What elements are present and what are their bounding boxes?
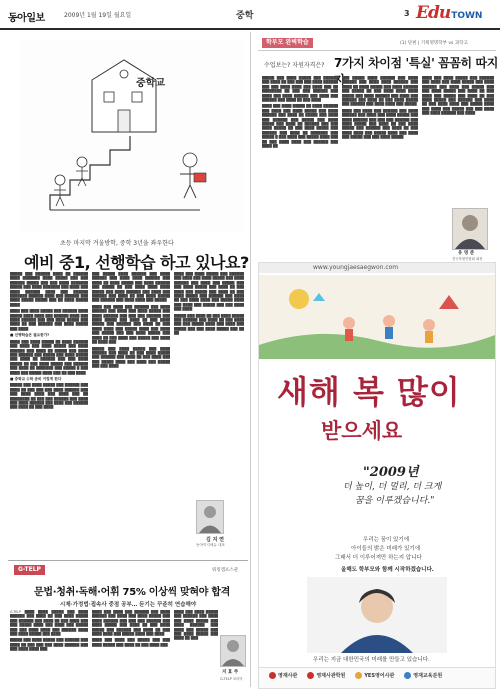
greeting-footer-line: 우리는 지금 대한민국의 미래를 만들고 있습니다. xyxy=(313,657,430,663)
right-intro-label: 수업보는? 자원자격은? xyxy=(264,62,325,69)
right-author-name: 유 영 준 xyxy=(458,251,475,256)
gtelp-tag-right: 워킹캠프스쿨 xyxy=(212,568,239,573)
gtelp-body-col-2: ████ ███ ████ ███ ██████ ███ ████ ██████ ███ ████ ███ ████ █████ ███ ████ ██████ ███ ███ ███ ██████ ███ ████ █████ ███ ████ ██ ███ ████ █████ ███ ██████ ███ ████ ██ ███ ████ ████ ███ █████ ████ ███ ████ ████ ███ ████ ███ █████ ███ ███ ████ █████ ███ ████ ██ ███ ████ ███ xyxy=(92,610,170,647)
sponsor-3-icon xyxy=(355,672,362,679)
gtelp-body-col-3: ████ ███ ████ █████ ███ ██████ ███ ████ ███ ████ █████ ███ ████ ██████ ███ ████ ███ █████ ███ ███ ████ █████ ███ ████ ██ ███ xyxy=(174,610,218,641)
sponsor-4 xyxy=(404,672,442,679)
left-bottom-top-rule xyxy=(8,560,248,561)
left-body-col-2: ███ █████ ████ ██████ ███ ████ ██████ ███ ████ ████ ██████ ███ ████ ██ ████ █████ ███ ████ ██████ ███ █████ ██ ███ ████ ████ ████ █████ ███ ████ ██████ ███ ████ ███ ██████ ███ ████ ██ ███ ████ █████ ███ ██████ ███ ████ ████ ███ █████ ████ ███ ████ ███ ██████ ███ ████ ██████ ███ ████ ███ ████ █████ ███ ████ ██████ ███ ███ ███ ██████ ███ ████ █████ ███ ████ ██ ███ ████ █████ ███ ██████ ███ ████ ██ ███ ████ ████ ███ █████ ████ ███ ████ ███ █████ ███ ███ ████ █████ ███ ████ ██ ███ ████ ███ █████ ███ ████ ██ ████ ███ █████ ███ ████ █████ ███ ████ ██████ ███ ████ ██ ███ ████ █████ ███ ██████ ███ ████ ██ ███ ████ ███ ███ █████ ████ ███ ████ ███ █████ ███ ███ ████ xyxy=(92,272,170,369)
greeting-sub3: 그래서 더 이루어져만 하는지 압니다 xyxy=(335,555,422,561)
left-author-name: 김 지 연 xyxy=(206,537,224,543)
right-feature-headline: 7가지 차이점 '특실' 꼼꼼히 따지자 xyxy=(334,56,498,87)
section-title: 중학 xyxy=(236,11,254,21)
feature-illustration xyxy=(20,40,244,232)
gtelp-author-name: 지 효 주 xyxy=(222,670,239,675)
ad-website: www.youngjaesaegwon.com xyxy=(313,264,399,271)
masthead xyxy=(0,0,500,30)
right-body-col-2: ███ █████ ████ ██████ ███ ████ ██████ ███ ████ ████ ██████ ███ ████ ██ ████ █████ ███ ████ ██████ ███ █████ ██ ███ ████ ████ ████ █████ ███ ████ ██████ ███ ████ ███ ██████ ███ ████ ██ ███ ████ █████ ███ ██████ ███ ████ ████ ███ █████ ████ ███ ████ ███ ██████ ███ ████ ██████ ███ ████ ███ ████ █████ ███ ████ ██████ ███ ███ ███ ██████ ███ ████ █████ ███ ████ ██ ███ ████ █████ ███ ██████ ███ ████ ██ ███ ████ ████ ███ █████ ████ ███ ████ ███ █████ ███ ███ ████ █████ xyxy=(342,76,418,140)
left-author-photo xyxy=(196,500,224,534)
school-illustration xyxy=(20,40,244,232)
greeting-msg1: 더 높이, 더 멀리, 더 크게 xyxy=(343,482,442,492)
right-feature-rule xyxy=(258,50,496,51)
sponsor-4-icon xyxy=(404,672,411,679)
right-feature-tag: 학부모 완벽학습 xyxy=(262,38,313,48)
sponsor-1-label: 영재사관 xyxy=(278,673,298,679)
newspaper-logo: 동아일보 xyxy=(8,13,45,24)
greeting-ad xyxy=(258,262,496,689)
sponsor-3 xyxy=(355,672,394,679)
masthead-rule xyxy=(0,28,500,30)
left-author-title: 동아이지에듀 대표 xyxy=(196,543,225,547)
page-number: 3 xyxy=(404,9,410,18)
greeting-year: "2009년 xyxy=(363,465,419,480)
sponsor-list xyxy=(269,672,442,679)
greeting-line1: 새해 복 많이 xyxy=(277,373,461,411)
sponsor-1 xyxy=(269,672,297,679)
subhead-prestudy: ■ 선행학습은 필요한가? xyxy=(10,333,50,338)
gtelp-author-photo xyxy=(220,635,246,667)
sponsor-4-label: 영재교육분원 xyxy=(413,673,443,679)
gtelp-author-photo-icon xyxy=(221,636,245,666)
gtelp-subhead: 시제·가정법·접속사 중점 공부… 듣기는 꾸준히 연습해야 xyxy=(60,602,197,608)
sponsor-2 xyxy=(307,672,345,679)
right-feature-tag-right: (1) 단편 | 기획명명학부 vs 과학고 xyxy=(400,41,468,46)
children-drawing-art xyxy=(259,275,495,359)
right-body-col-1: █████ ███ ████ █████ ███ ██████ ███ ████ ██ ███ ███ ███ ████ ██████ ███ ███ ████ ████ ███ ████ ███ ██ ████████ ██ ███ ███ ██████ ███ ████ ███ ████ ██████ ███ ████ ███ ██████ ███ ████ ██ ███ ████ ████ ███ ████ █████ ██ ████ ██████ ███ ████ ███ ████ █████ ███ ████ ██████ ███ ████ ██ █████ ███ ████ ███ ██████ ███ █████ ███ ████ █████ ███ ████ ██ ██████ ███ ███ ████ █████ ██ ███ ████ █████ ███ ██████ ███ ████ ██ ███████ ███ █████ █ ███ ████ ███ █████ ████ ███ ██ ███ ████ ████ ███ ██████ ███ ████ ██ xyxy=(262,76,338,149)
left-body-col-1: █████ ███ ██████ ████ ██ ██████ ████ ███████ ████ █████ ███ ███ ██████ █████ ███ ███ ████ ███████ █████ ███ ████ ███████ ███ ████ ███ ████ ██████ ████ ███ ██████ ███████ ██████ ████ ███ ██████ ███ ████ █████ █████ ███ ██ ████ █████ ████ ████ ███ ████ █████ ███ ██████ ████ █████ ████ ████ ███ ██████ ████ ███ ████ ██████ ███ ███ ████ █████ ███ ████ ██ ███ ██████ ███ ████ █████ ███ ████ ■ 선행학습은 필요한가? ████ ███ ████ █████ ██ ████ ██████ ███ ████ ███ ████ █████ ███ ████ ██████ ███ ████ ██ █████ ███ ████ ███ ██████ ███ █████ ███ ████ █████ ███ ████ ██ ██████ ███ ███ ████ █████ ██ ███ ████ █████ ███ ██████ ███ ████ ██ ███████ ███ █████ █ ███ ████ ███ █████ ████ ███ ██ ███ ████ ■ 중학교 수학 준비 이렇게 한다 █████ ███ ████ █████ ███ ██████ ███ ████ ██ ███ ███ ███ ████ ██████ ███ ███ ████ ████ ███ ████ ███ ██ ████████ ██ ███ ███ ██████ ███ ████ ███ ████ ██████ ███ ████ ███ ██████ ███ ████ ██ ███ ████ xyxy=(10,272,88,410)
gtelp-author-title: G-TELP 코리아 xyxy=(220,677,243,681)
right-author-photo-icon xyxy=(453,209,487,249)
sponsor-2-label: 영재사관학원 xyxy=(316,673,346,679)
right-body-col-3: ████ ███ ████ █████ ███ ██████ ███ ████ ███ ████ █████ ███ ████ ██████ ███ ████ ███ █████ ███ ███ ████ █████ ███ ████ ██ ███ ████ ███ █████ ███ ████ ██ ███ ████ █████ ███ ██████ ███ ████ ██ ███ ████ ████ ███ █████ ████ ███ ████ ███ █████ ███ ███ ████ ███ ████ ██████ ███ ████ xyxy=(422,76,494,116)
sponsor-bar xyxy=(259,667,495,688)
left-body-col-3: ████ ███ ████ █████ ███ ██████ ███ ████ ███ ████ █████ ███ ████ ██████ ███ ████ ███ █████ ███ ███ ████ █████ ███ ████ ██ ███ ████ ███ █████ ███ ████ ██ ███ ████ █████ ███ ██████ ███ ████ ██ ███ ████ ████ ███ █████ ████ ███ ████ ███ █████ ███ ███ ████ ███ ████ █████ ███ ████ ██ ███ ████ █████ ███ ██████ ███ ████ ██ ███ ████ ███ ███ █████ ████ ███ ████ ███ █████ ███ ███ ████ █████ ███ ██ ██ xyxy=(174,272,244,336)
greeting-sub2: 아이들의 밝은 미래가 있기에 xyxy=(351,546,421,552)
brand-edu: Edu xyxy=(416,3,451,23)
subhead-math-prep: ■ 중학교 수학 준비 이렇게 한다 xyxy=(10,376,62,381)
sponsor-3-label: YES영어사관 xyxy=(364,673,395,679)
right-author-title: 전국학원연합회 회장 xyxy=(452,257,483,261)
edu-town-logo xyxy=(416,3,482,23)
author-photo-icon xyxy=(197,501,223,533)
greeting-msg2: 꿈을 이루겠습니다." xyxy=(355,496,435,506)
greeting-sub1: 우리는 꿈이 있기에 xyxy=(363,537,410,543)
right-author-photo xyxy=(452,208,488,250)
greeting-line2: 받으세요 xyxy=(321,418,403,443)
gtelp-body-col-1: G-TELP ████ ████ █████ ███ ████ ██████ ███ ████ ██ ███ ████ █████ ███ ██████ ███ ████ ██ ███ ████ ███ ███ █████ ████ ███ ████ ███ █████ ███ ███ ████ ████ ███ ██████ ████ ███ ████ █████ ███ ████ █████ ███ ████ █████ ███ ██████ ███ ████ ██ ███ ███ ███ ████ ██████ ███ ███ ████ ████ ███ xyxy=(10,610,88,652)
greeting-slogan: 올해도 학부모와 함께 시작하겠습니다. xyxy=(341,567,434,573)
feature-photo-caption: 초등 마지막 겨울방학, 중학 3년을 좌우한다 xyxy=(60,240,174,247)
student-photo xyxy=(307,577,447,653)
brand-town: TOWN xyxy=(451,11,483,21)
gtelp-tag: G-TELP xyxy=(14,565,45,575)
gtelp-headline: 문법·청취·독해·어휘 75% 이상씩 맞혀야 합격 xyxy=(34,587,231,598)
illustration-label: 중학교 xyxy=(136,78,165,89)
column-divider xyxy=(250,32,251,687)
sponsor-2-icon xyxy=(307,672,314,679)
left-feature-headline: 예비 중1, 선행학습 하고 있나요? xyxy=(24,253,249,272)
issue-date: 2009년 1월 19일 월요일 xyxy=(64,12,132,19)
sponsor-1-icon xyxy=(269,672,276,679)
